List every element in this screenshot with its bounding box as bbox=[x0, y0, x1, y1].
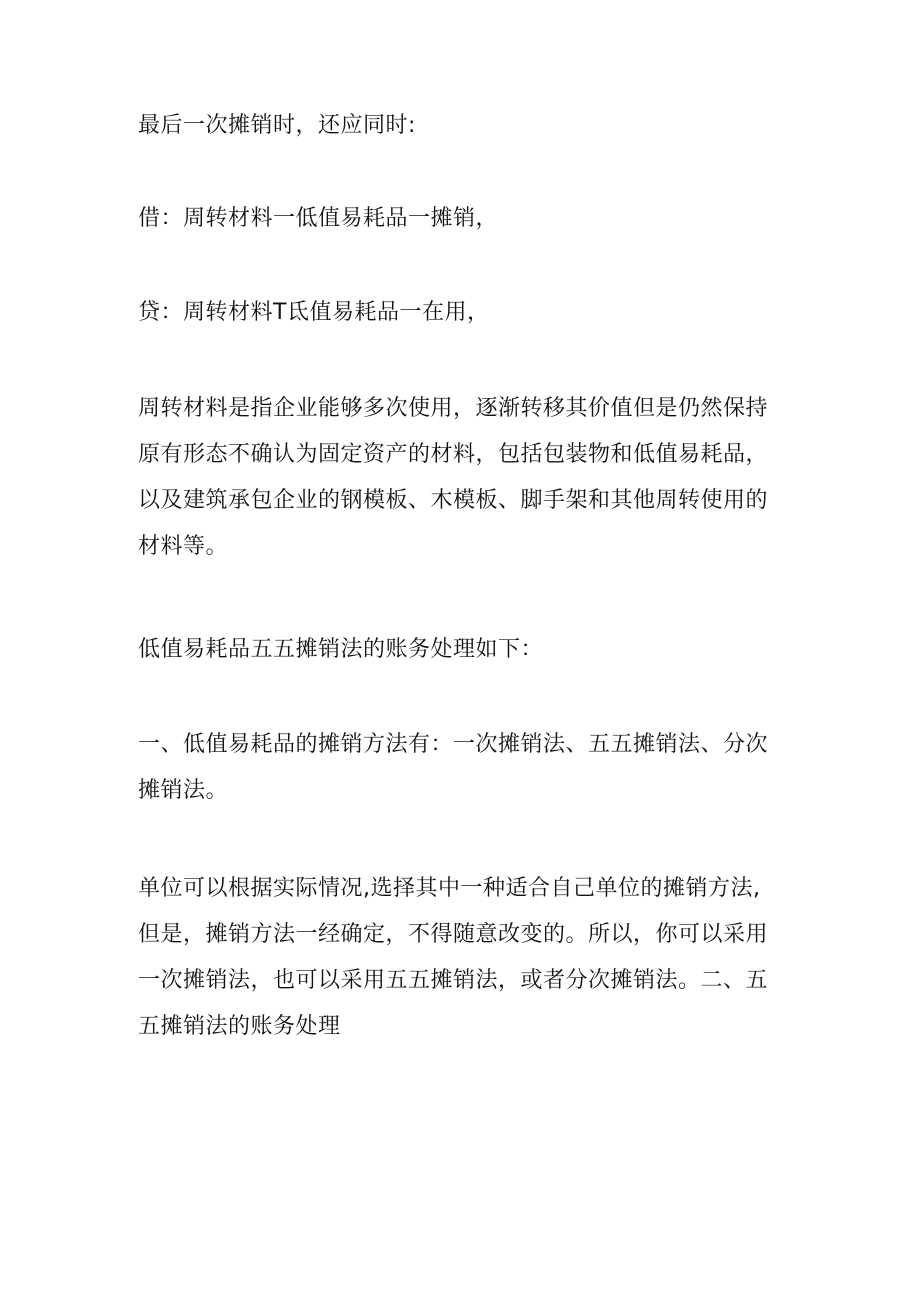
text-line: 周转材料是指企业能够多次使用，逐渐转移其价值但是仍然保持 bbox=[138, 396, 769, 421]
text-line: 五摊销法的账务处理 bbox=[138, 1014, 341, 1039]
text-line: 一次摊销法，也可以采用五五摊销法，或者分次摊销法。二、五 bbox=[138, 968, 769, 993]
text-line: 贷：周转材料T氐值易耗品一在用， bbox=[138, 300, 490, 325]
text-line: 最后一次摊销时，还应同时: bbox=[138, 113, 416, 138]
paragraph-final-amortization bbox=[138, 103, 788, 149]
text-line: 以及建筑承包企业的钢模板、木模板、脚手架和其他周转使用的 bbox=[138, 488, 769, 513]
paragraph-definition bbox=[138, 386, 788, 570]
text-line: 低值易耗品五五摊销法的账务处理如下： bbox=[138, 637, 544, 662]
paragraph-debit-entry bbox=[138, 196, 788, 242]
paragraph-method-heading bbox=[138, 627, 788, 673]
text-line: 单位可以根据实际情况,选择其中一种适合自己单位的摊销方法, bbox=[138, 876, 761, 901]
text-line: 借：周转材料一低值易耗品一摊销， bbox=[138, 206, 499, 231]
text-line: 一、低值易耗品的摊销方法有：一次摊销法、五五摊销法、分次 bbox=[138, 732, 769, 757]
paragraph-section-one bbox=[138, 722, 788, 814]
text-line: 材料等。 bbox=[138, 534, 229, 559]
paragraph-method-choice bbox=[138, 866, 788, 1050]
text-line: 但是，摊销方法一经确定，不得随意改变的。所以，你可以采用 bbox=[138, 922, 769, 947]
text-line: 原有形态不确认为固定资产的材料，包括包装物和低值易耗品， bbox=[138, 442, 769, 467]
text-line: 摊销法。 bbox=[138, 778, 229, 803]
paragraph-credit-entry bbox=[138, 290, 788, 336]
